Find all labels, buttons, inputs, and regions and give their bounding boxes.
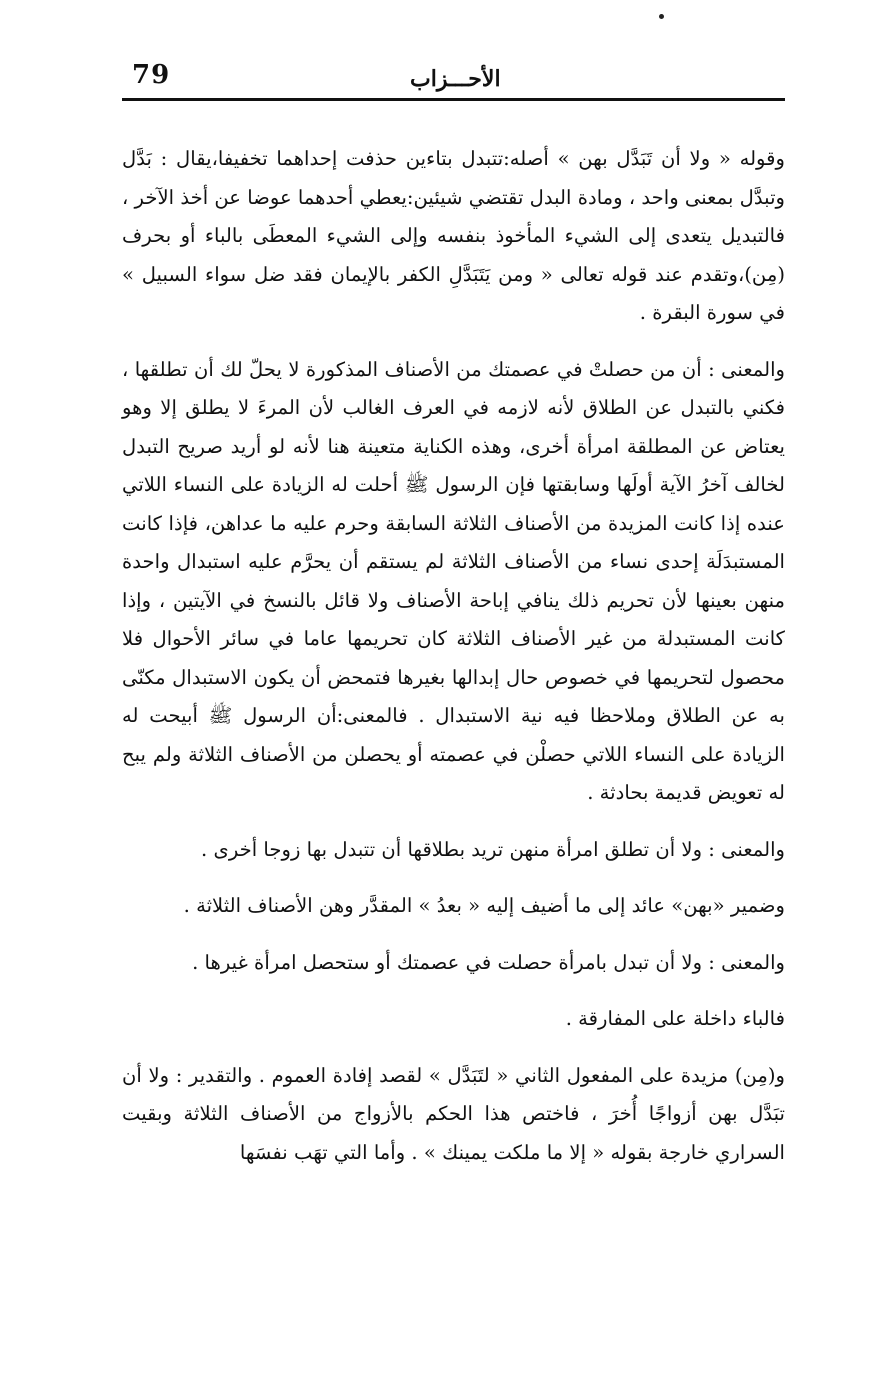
paragraph-3: والمعنى : ولا أن تطلق امرأة منهن تريد بطلاقها أن تتبدل بها زوجا أخرى . — [201, 837, 785, 861]
header-rule — [122, 98, 785, 101]
paragraph-5: والمعنى : ولا أن تبدل بامرأة حصلت في عصمتك أو ستحصل امرأة غيرها . — [192, 950, 785, 974]
ink-speck — [659, 14, 664, 19]
paragraph-2: والمعنى : أن من حصلتْ في عصمتك من الأصناف المذكورة لا يحلّ لك أن تطلقها ، فكني بالتبدل عن الطلاق لأنه لازمه في العرف الغالب لأن المرءَ لا يطلق إلا وهو يعتاض عن المطلقة امرأة أخرى، وهذه الكناية متعينة هنا لأنه لو أريد صريح التبدل لخالف آخرُ الآية أولَها وسابقتها فإن الرسول ﷺ أحلت له الزيادة على النساء اللاتي عنده إذا كانت المزيدة من الأصناف الثلاثة السابقة وحرم عليه ما عداهن، فإذا كانت المستبدَلَة إحدى نساء من الأصناف الثلاثة لم يستقم أن يحرَّم عليه استبدال واحدة منهن بعينها لأن تحريم ذلك ينافي إباحة الأصناف ولا قائل بالنسخ في الآيتين ، وإذا كانت المستبدلة من غير الأصناف الثلاثة كان تحريمها عاما في سائر الأحوال فلا محصول لتحريمها في خصوص حال إبدالها بغيرها فتمحض أن يكون الاستبدال مكنّى به عن الطلاق وملاحظا فيه نية الاستبدال . فالمعنى:أن الرسول ﷺ أبيحت له الزيادة على النساء اللاتي حصلْن في عصمته أو يحصلن من الأصناف الثلاثة ولم يبح له تعويض قديمة بحادثة . — [122, 357, 785, 804]
paragraph-4: وضمير «بهن» عائد إلى ما أضيف إليه « بعدُ » المقدَّر وهن الأصناف الثلاثة . — [183, 894, 785, 917]
body-text — [122, 140, 785, 1190]
page-number: 79 — [132, 60, 171, 90]
paragraph-1: وقوله « ولا أن تَبَدَّل بهن » أصله:تتبدل بتاءين حذفت إحداهما تخفيفا،يقال : بَدَّل وتبدَّل بمعنى واحد ، ومادة البدل تقتضي شيئين:يعطي أحدهما عوضا عن أخذ الآخر ، فالتبديل يتعدى إلى الشيء المأخوذ بنفسه وإلى الشيء المعطَى بالباء أو بحرف (مِن)،وتقدم عند قوله تعالى « ومن يَتَبَدَّلِ الكفر بالإيمان فقد ضل سواء السبيل » في سورة البقرة . — [122, 147, 785, 324]
running-title: الأحـــزاب — [410, 66, 501, 92]
paragraph-7: و(مِن) مزيدة على المفعول الثاني « لتَبَدَّل » لقصد إفادة العموم . والتقدير : ولا أن تبَدَّل بهن أزواجًا أُخرَ ، فاختص هذا الحكم بالأزواج من الأصناف الثلاثة وبقيت السراري خارجة بقوله « إلا ما ملكت يمينك » . وأما التي تهَب نفسَها — [122, 1063, 785, 1164]
paragraph-6: فالباء داخلة على المفارقة . — [565, 1007, 785, 1030]
